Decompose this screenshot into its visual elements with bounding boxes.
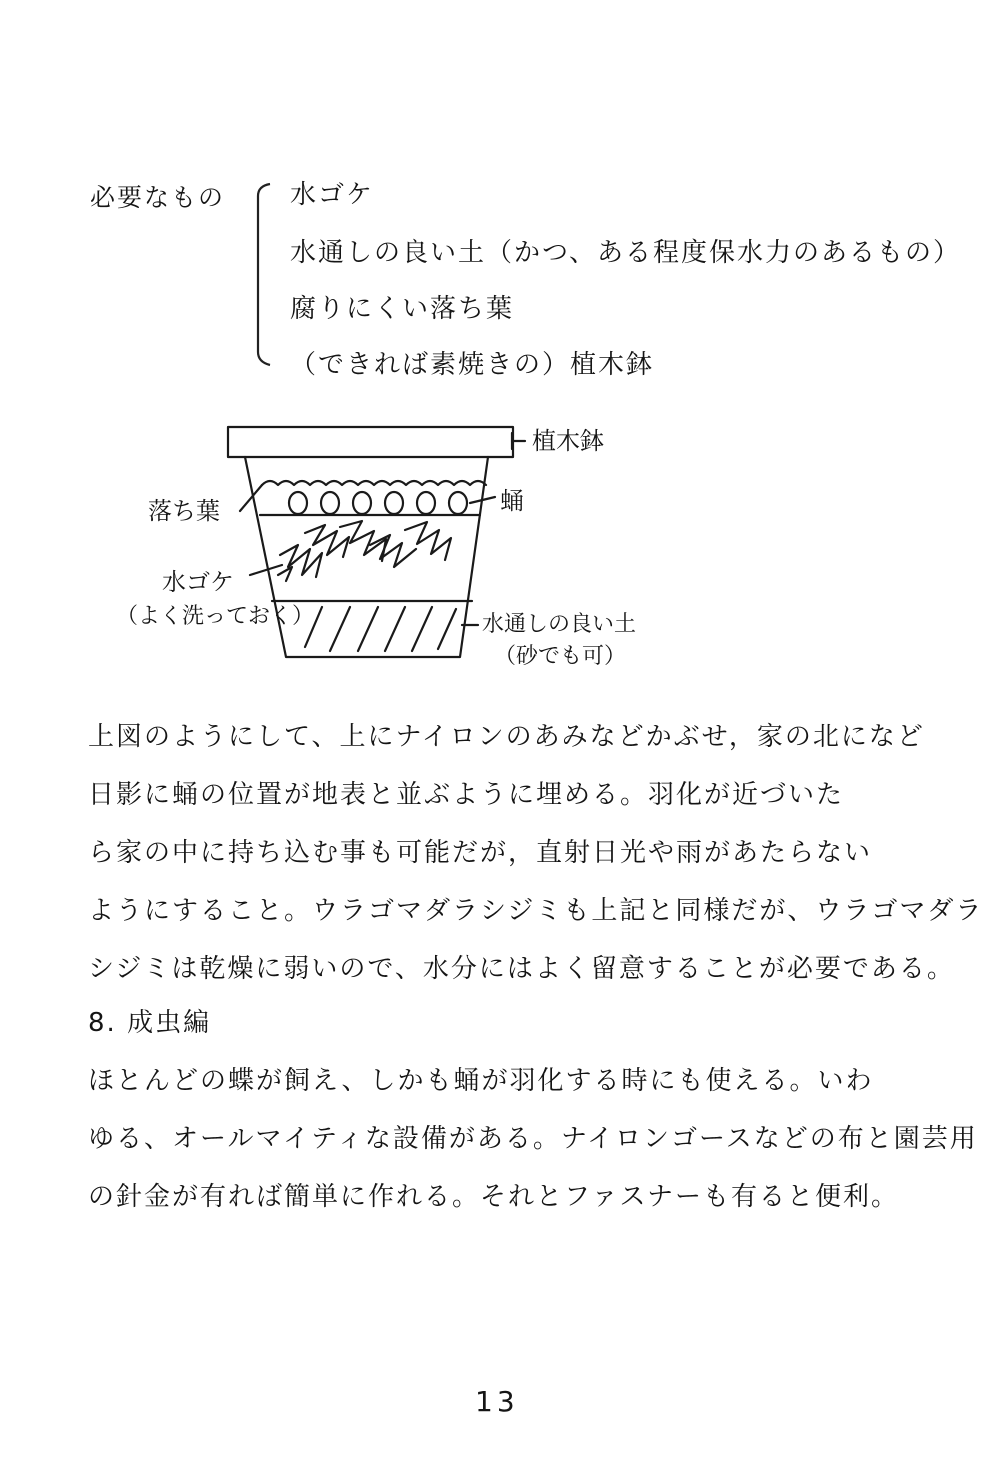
requirement-item-leaves: 腐りにくい落ち葉 xyxy=(290,294,515,324)
requirement-item-moss: 水ゴケ xyxy=(290,180,375,210)
requirements-label: 必要なもの xyxy=(90,183,226,212)
body-line: ら家の中に持ち込む事も可能だが，直射日光や雨があたらない xyxy=(88,838,873,868)
moss-squiggle xyxy=(370,535,416,567)
pot-rim xyxy=(228,427,513,457)
body-line: の針金が有れば簡単に作れる。それとファスナーも有ると便利。 xyxy=(88,1182,899,1212)
leader-line xyxy=(250,565,282,575)
soil-hatch xyxy=(412,607,432,651)
flowerpot-diagram xyxy=(100,415,700,680)
body-line: ゆる、オールマイティな設備がある。ナイロンゴースなどの布と園芸用 xyxy=(88,1124,978,1154)
soil-hatch xyxy=(358,607,378,651)
moss-squiggle xyxy=(278,567,292,581)
section-heading: 8. 成虫編 xyxy=(88,1008,212,1038)
pupa-shape xyxy=(449,492,467,514)
soil-hatch xyxy=(385,607,405,651)
requirement-item-pot: （できれば素焼きの）植木鉢 xyxy=(290,350,655,380)
pupa-shape xyxy=(417,492,435,514)
page-number: 13 xyxy=(475,1385,519,1418)
soil-hatch xyxy=(330,607,350,651)
leaf-layer xyxy=(262,481,486,485)
body-line: 上図のようにして、上にナイロンのあみなどかぶせ，家の北になど xyxy=(88,722,925,752)
pupa-shape xyxy=(321,492,339,514)
moss-squiggle xyxy=(280,545,322,577)
moss-squiggle xyxy=(405,522,451,560)
pupa-label: 蛹 xyxy=(500,487,524,515)
soil-hatch xyxy=(438,609,456,649)
body-line: ほとんどの蝶が飼え、しかも蛹が羽化する時にも使える。いわ xyxy=(88,1066,874,1096)
pupa-shape xyxy=(385,492,403,514)
moss-label: 水ゴケ xyxy=(162,568,234,596)
moss-note: （よく洗っておく） xyxy=(116,604,315,629)
body-line: ようにすること。ウラゴマダラシジミも上記と同様だが、ウラゴマダラ xyxy=(88,896,984,926)
body-line: 日影に蛹の位置が地表と並ぶように埋める。羽化が近づいた xyxy=(88,780,845,810)
pupa-shape xyxy=(353,492,371,514)
pupa-shape xyxy=(289,492,307,514)
leaves-label: 落ち葉 xyxy=(148,497,220,525)
body-line: シジミは乾燥に弱いので、水分にはよく留意することが必要である。 xyxy=(88,954,955,984)
soil-label: 水通しの良い土 xyxy=(482,612,637,637)
requirement-item-soil: 水通しの良い土（かつ、ある程度保水力のあるもの） xyxy=(290,238,961,268)
soil-note: （砂でも可） xyxy=(494,644,627,669)
moss-squiggle xyxy=(305,525,349,557)
brace-bracket xyxy=(250,182,272,367)
pot-label: 植木鉢 xyxy=(532,427,604,455)
